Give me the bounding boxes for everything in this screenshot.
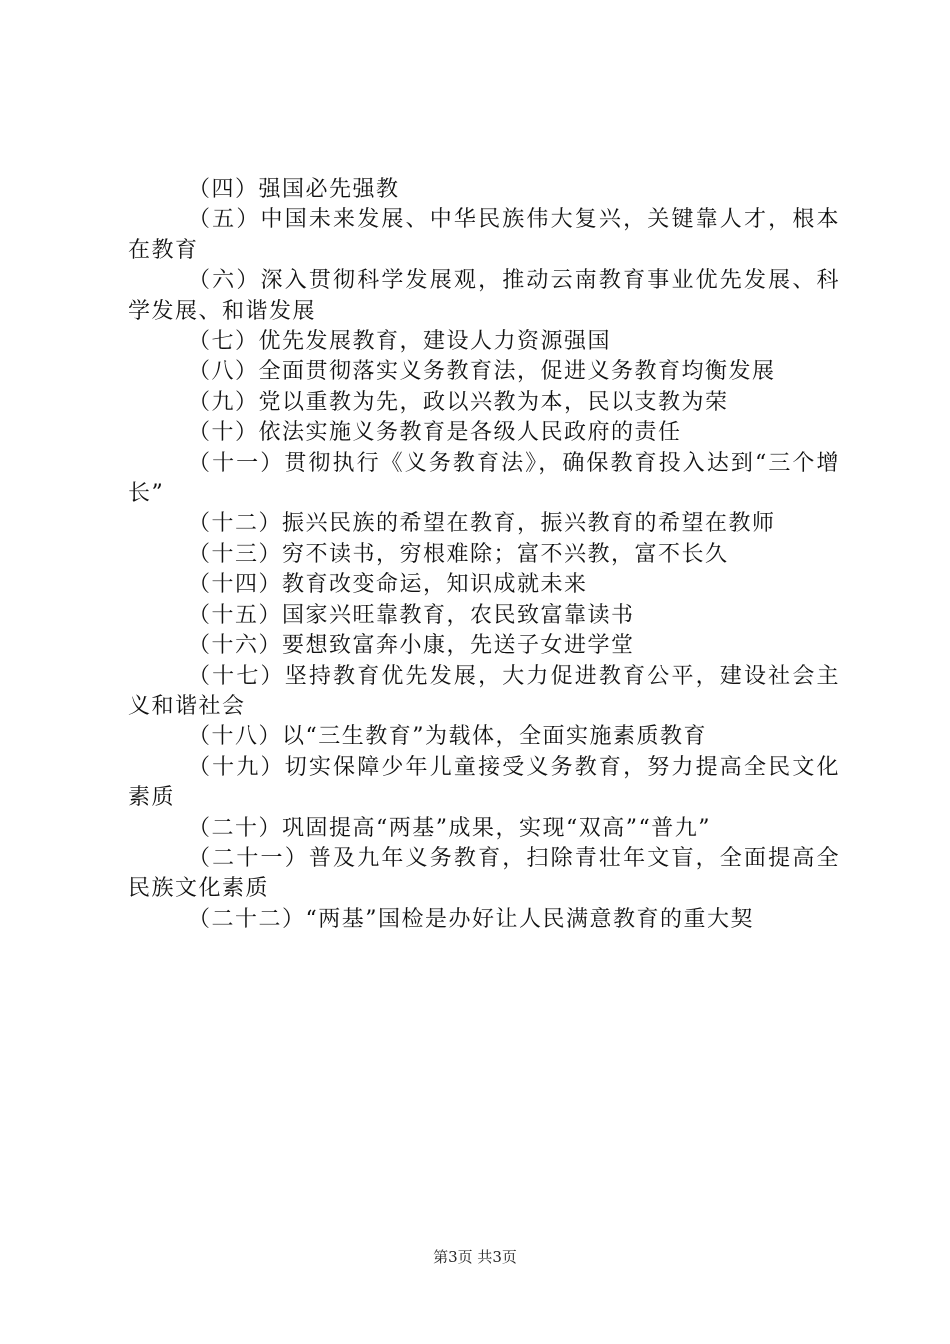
paragraph: （七）优先发展教育，建设人力资源强国 xyxy=(188,329,612,355)
paragraph: （十八）以“三生教育”为载体，全面实施素质教育 xyxy=(188,724,707,750)
document-body xyxy=(128,175,840,935)
paragraph: （十六）要想致富奔小康，先送子女进学堂 xyxy=(188,633,635,659)
paragraph: （二十一）普及九年义务教育，扫除青壮年文盲，全面提高全民族文化素质 xyxy=(128,845,840,902)
paragraph: （十七）坚持教育优先发展，大力促进教育公平，建设社会主义和谐社会 xyxy=(128,663,840,719)
page-number-footer: 第3页 共3页 xyxy=(433,1248,517,1266)
paragraph: （二十二）“两基”国检是办好让人民满意教育的重大契 xyxy=(188,906,754,932)
paragraph: （十九）切实保障少年儿童接受义务教育，努力提高全民文化素质 xyxy=(128,754,840,811)
paragraph: （六）深入贯彻科学发展观，推动云南教育事业优先发展、科学发展、和谐发展 xyxy=(128,268,840,324)
paragraph: （八）全面贯彻落实义务教育法，促进义务教育均衡发展 xyxy=(188,359,776,385)
paragraph: （四）强国必先强教 xyxy=(188,177,400,202)
paragraph: （十四）教育改变命运，知识成就未来 xyxy=(188,572,588,598)
paragraph: （十三）穷不读书，穷根难除；富不兴教，富不长久 xyxy=(188,541,729,567)
paragraph: （十二）振兴民族的希望在教育，振兴教育的希望在教师 xyxy=(188,511,776,537)
paragraph: （九）党以重教为先，政以兴教为本，民以支教为荣 xyxy=(188,389,729,415)
paragraph: （十一）贯彻执行《义务教育法》，确保教育投入达到“三个增长” xyxy=(128,450,840,507)
paragraph: （五）中国未来发展、中华民族伟大复兴，关键靠人才，根本在教育 xyxy=(128,207,840,263)
paragraph: （十五）国家兴旺靠教育，农民致富靠读书 xyxy=(188,602,635,628)
paragraph: （十）依法实施义务教育是各级人民政府的责任 xyxy=(188,420,682,446)
paragraph: （二十）巩固提高“两基”成果，实现“双高”“普九” xyxy=(188,815,711,841)
